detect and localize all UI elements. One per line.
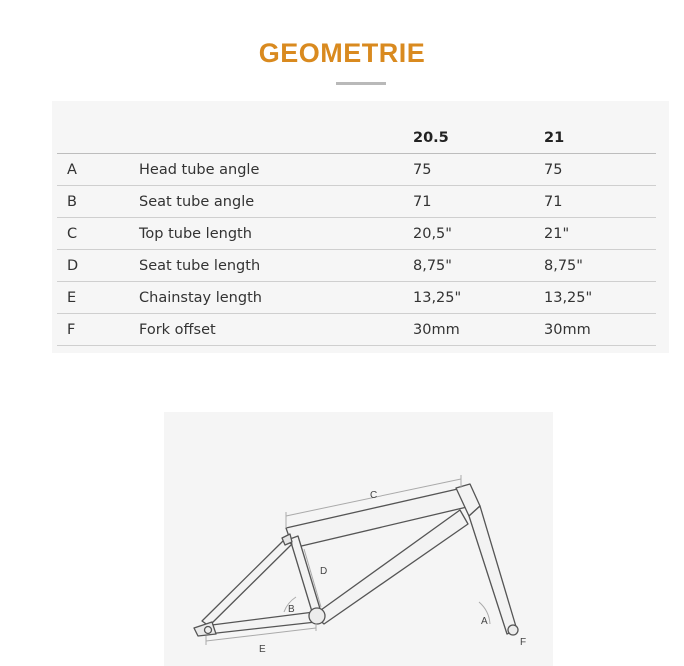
row-value-21: 21": [544, 218, 656, 250]
row-measurement: Top tube length: [139, 218, 413, 250]
header-letter: [57, 122, 139, 154]
row-value-21: 75: [544, 154, 656, 186]
row-letter: C: [57, 218, 139, 250]
row-value-20-5: 75: [413, 154, 544, 186]
row-value-20-5: 8,75": [413, 250, 544, 282]
label-d: D: [320, 566, 328, 577]
row-value-20-5: 71: [413, 186, 544, 218]
table-row: [57, 186, 656, 218]
row-value-21: 71: [544, 186, 656, 218]
row-letter: F: [57, 314, 139, 346]
row-value-20-5: 20,5": [413, 218, 544, 250]
title-underline: [336, 82, 386, 85]
row-measurement: Head tube angle: [139, 154, 413, 186]
row-value-20-5: 13,25": [413, 282, 544, 314]
label-f: F: [520, 637, 527, 648]
table-header-row: [57, 122, 656, 154]
row-measurement: Fork offset: [139, 314, 413, 346]
table-row: [57, 218, 656, 250]
row-value-21: 13,25": [544, 282, 656, 314]
row-value-20-5: 30mm: [413, 314, 544, 346]
row-measurement: Chainstay length: [139, 282, 413, 314]
row-letter: A: [57, 154, 139, 186]
geometry-table: [57, 122, 656, 346]
table-row: [57, 314, 656, 346]
row-letter: B: [57, 186, 139, 218]
header-size-20-5: 20.5: [413, 122, 544, 154]
label-c: C: [370, 490, 378, 501]
header-name: [139, 122, 413, 154]
row-letter: E: [57, 282, 139, 314]
table-row: [57, 250, 656, 282]
row-measurement: Seat tube angle: [139, 186, 413, 218]
rear-axle: [205, 627, 212, 634]
chain-stay: [204, 612, 316, 634]
row-measurement: Seat tube length: [139, 250, 413, 282]
front-axle: [508, 625, 518, 635]
frame-drawing: [164, 412, 553, 666]
bottom-bracket: [309, 608, 325, 624]
label-b: B: [288, 604, 295, 615]
row-letter: D: [57, 250, 139, 282]
seat-stay: [202, 540, 292, 626]
row-value-21: 30mm: [544, 314, 656, 346]
page-title: GEOMETRIE: [258, 38, 426, 68]
row-value-21: 8,75": [544, 250, 656, 282]
header-size-21: 21: [544, 122, 656, 154]
table-row: [57, 282, 656, 314]
fork: [469, 506, 517, 634]
label-e: E: [259, 644, 266, 655]
label-a: A: [481, 616, 488, 627]
table-row: [57, 154, 656, 186]
frame-geometry-diagram: [164, 412, 553, 666]
